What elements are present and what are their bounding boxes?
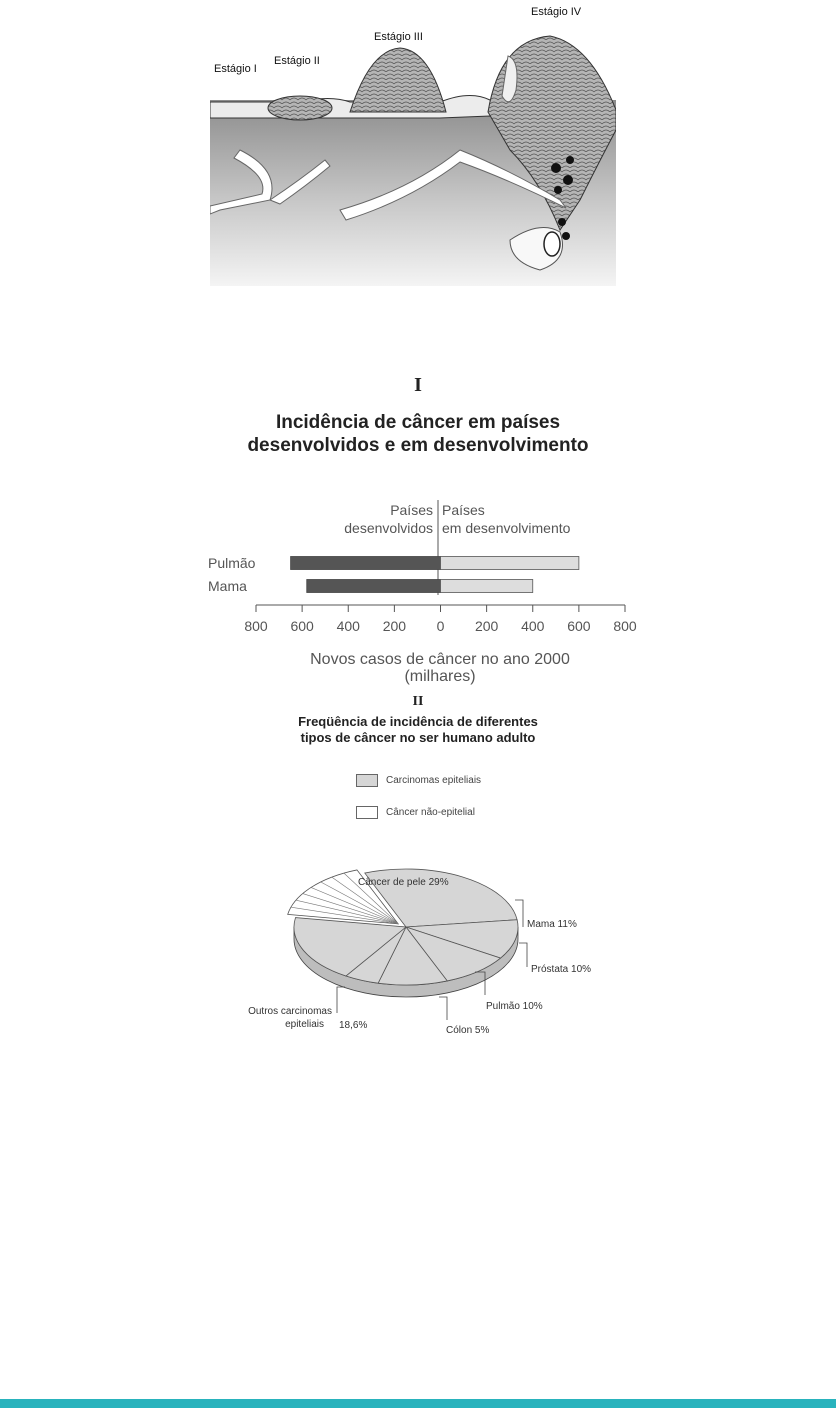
x-tick-label: 200	[474, 618, 499, 634]
pie-chart	[240, 855, 640, 1045]
legend-label-epithelial: Carcinomas epiteliais	[386, 774, 482, 786]
x-tick-label: 600	[290, 618, 314, 634]
bar-desenvolvidos-1	[291, 557, 441, 570]
leader-colon	[439, 997, 447, 1020]
chart-2-title-line-2: tipos de câncer no ser humano adulto	[300, 729, 536, 745]
pie-slices	[288, 869, 518, 997]
x-axis-label-line-2: (milhares)	[404, 668, 476, 685]
x-tick-label: 0	[436, 618, 445, 634]
x-tick-label: 600	[567, 618, 591, 634]
callout-pele: Câncer de pele 29%	[358, 877, 449, 888]
bar-chart	[200, 495, 660, 690]
bar-desenvolvidos-2	[307, 580, 441, 593]
x-axis-label-line-1: Novos casos de câncer no ano 2000	[310, 651, 570, 668]
chart-1-title-line-2: desenvolvidos e em desenvolvimento	[247, 434, 589, 456]
pie-legend	[356, 772, 576, 820]
legend-item-epithelial	[356, 772, 576, 788]
callout-mama: Mama 11%	[527, 919, 577, 930]
metastatic-cell	[566, 156, 574, 164]
x-tick-label: 800	[244, 618, 268, 634]
metastatic-cell	[562, 232, 570, 240]
metastatic-cell	[558, 218, 566, 226]
leader-outros	[337, 987, 345, 1013]
right-header-line-1: Países	[442, 502, 485, 518]
bar-em-desenvolvimento-1	[441, 557, 579, 570]
stage-4-white-cells	[502, 56, 517, 102]
bars-group	[291, 557, 579, 593]
legend-swatch-non-epithelial	[356, 806, 378, 819]
bar-em-desenvolvimento-2	[441, 580, 533, 593]
callout-outros-line-2: epiteliais	[285, 1019, 324, 1030]
right-header-line-2: em desenvolvimento	[442, 520, 571, 536]
metastatic-cell	[563, 175, 573, 185]
callout-outros-pct: 18,6%	[339, 1020, 368, 1031]
x-tick-label: 400	[521, 618, 545, 634]
chart-2-title	[230, 714, 606, 745]
category-label-1: Pulmão	[208, 555, 256, 571]
left-header-line-2: desenvolvidos	[344, 520, 433, 536]
callout-prostata: Próstata 10%	[531, 964, 592, 975]
x-tick-label: 800	[613, 618, 637, 634]
leader-prostata	[519, 943, 527, 967]
stage-2-growth	[268, 96, 332, 120]
footer-accent-bar	[0, 1399, 836, 1408]
callout-outros-line-1: Outros carcinomas	[248, 1006, 332, 1017]
x-tick-label: 200	[382, 618, 407, 634]
chart-2-title-line-1: Freqüência de incidência de diferentes	[298, 714, 538, 729]
legend-label-non-epithelial: Câncer não-epitelial	[386, 806, 475, 818]
callout-pulmao: Pulmão 10%	[486, 1001, 543, 1012]
category-label-2: Mama	[208, 578, 247, 594]
stage-1-label: Estágio I	[214, 63, 257, 75]
stage-3-growth	[350, 48, 446, 112]
vessel-lumen	[544, 232, 560, 256]
stage-4-label: Estágio IV	[531, 6, 582, 18]
x-tick-label: 400	[336, 618, 360, 634]
category-labels	[208, 555, 256, 594]
chart-1-label: I	[414, 374, 422, 396]
metastatic-cell	[554, 186, 562, 194]
stage-2-label: Estágio II	[274, 55, 320, 67]
legend-item-non-epithelial	[356, 804, 576, 820]
chart-2-label: II	[412, 694, 424, 709]
legend-swatch-epithelial	[356, 774, 378, 787]
stage-3-label: Estágio III	[374, 31, 423, 43]
metastatic-cell	[551, 163, 561, 173]
callout-colon: Cólon 5%	[446, 1025, 490, 1036]
chart-1-title	[180, 412, 656, 458]
chart-1-title-line-1: Incidência de câncer em países	[275, 412, 561, 433]
left-header-line-1: Países	[390, 502, 433, 518]
x-ticks	[244, 605, 637, 634]
